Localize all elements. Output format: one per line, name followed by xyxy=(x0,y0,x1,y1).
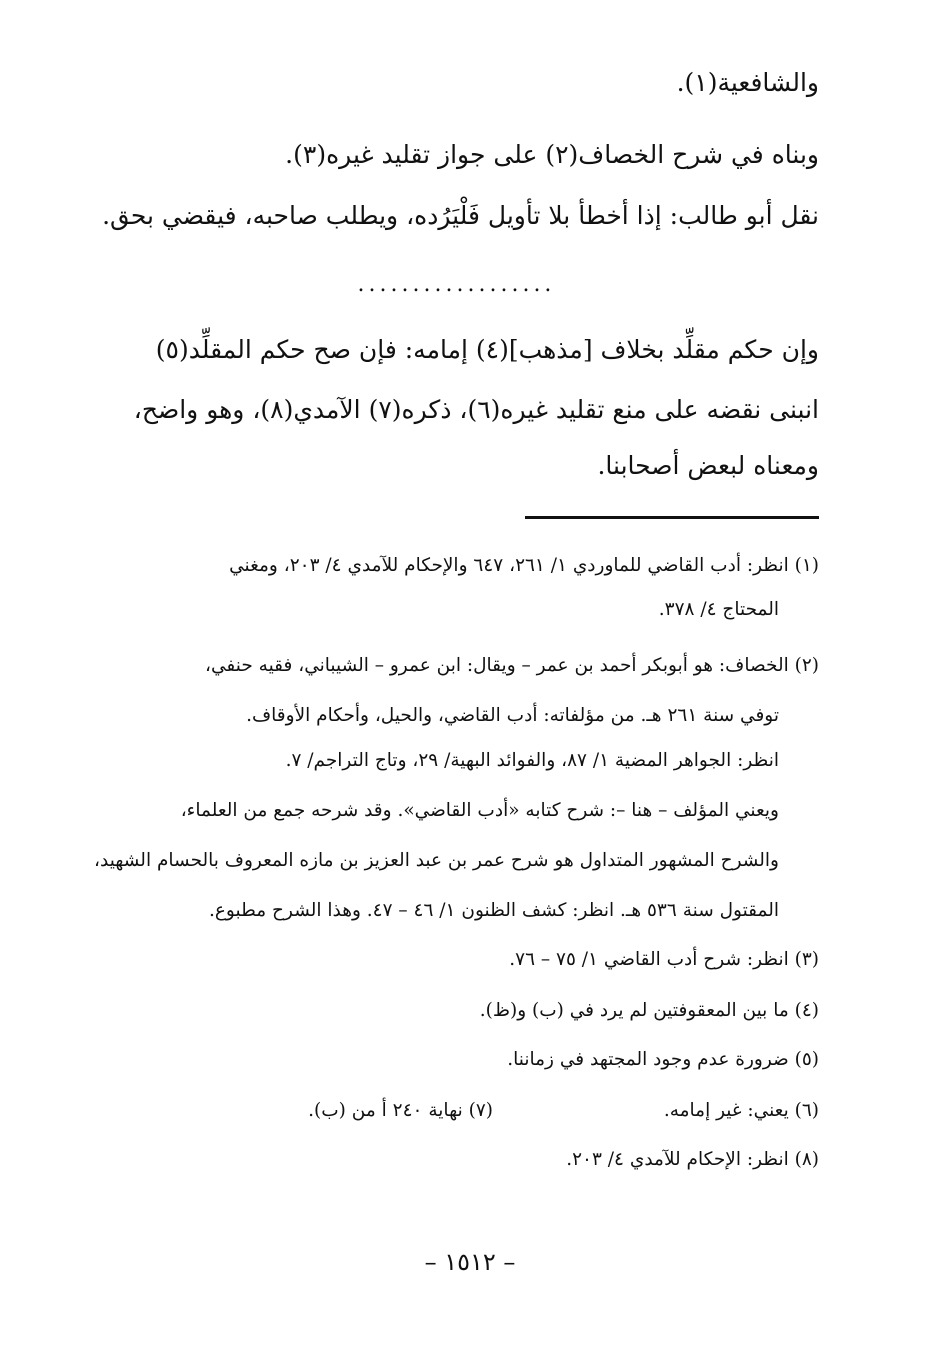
footnote-8: (٨) انظر: الإحكام للآمدي ٤/ ٢٠٣. xyxy=(566,1149,819,1170)
footnote-rule xyxy=(525,516,819,519)
body-line-5: انبنى نقضه على منع تقليد غيره(٦)، ذكره(٧) الآمدي(٨)، وهو واضح، xyxy=(133,395,819,424)
footnote-4: (٤) ما بين المعقوفتين لم يرد في (ب) و(ظ). xyxy=(479,1000,819,1021)
footnote-2-line-2: توفي سنة ٢٦١ هـ. من مؤلفاته: أدب القاضي، والحيل، وأحكام الأوقاف. xyxy=(246,705,779,726)
body-line-3: نقل أبو طالب: إذا أخطأ بلا تأويل فَلْيَرُده، ويطلب صاحبه، فيقضي بحق. xyxy=(102,201,819,230)
footnote-5: (٥) ضرورة عدم وجود المجتهد في زماننا. xyxy=(507,1049,819,1070)
body-line-1: والشافعية(١). xyxy=(676,68,819,97)
body-line-6: ومعناه لبعض أصحابنا. xyxy=(597,451,819,480)
footnote-2-line-6: المقتول سنة ٥٣٦ هـ. انظر: كشف الظنون ١/ ٤٦ – ٤٧. وهذا الشرح مطبوع. xyxy=(209,900,779,921)
footnote-2-line-3: انظر: الجواهر المضية ١/ ٨٧، والفوائد البهية/ ٢٩، وتاج التراجم/ ٧. xyxy=(285,750,779,771)
footnote-6: (٦) يعني: غير إمامه. xyxy=(663,1100,819,1121)
body-line-2: وبناه في شرح الخصاف(٢) على جواز تقليد غيره(٣). xyxy=(285,140,819,169)
footnote-1-line-1: (١) انظر: أدب القاضي للماوردي ١/ ٢٦١، ٦٤٧ والإحكام للآمدي ٤/ ٢٠٣، ومغني xyxy=(229,555,819,576)
footnote-2-line-4: ويعني المؤلف – هنا –: شرح كتابه «أدب القاضي». وقد شرحه جمع من العلماء، xyxy=(180,800,779,821)
page-number: – ١٥١٢ – xyxy=(424,1248,516,1276)
footnote-2-line-1: (٢) الخصاف: هو أبوبكر أحمد بن عمر – ويقال: ابن عمرو – الشيباني، فقيه حنفي، xyxy=(205,655,819,676)
footnote-1-line-2: المحتاج ٤/ ٣٧٨. xyxy=(658,599,779,620)
footnote-7: (٧) نهاية ٢٤٠ أ من (ب). xyxy=(308,1100,493,1121)
footnote-2-line-5: والشرح المشهور المتداول هو شرح عمر بن عبد العزيز بن مازه المعروف بالحسام الشهيد، xyxy=(94,850,779,871)
footnote-3: (٣) انظر: شرح أدب القاضي ١/ ٧٥ – ٧٦. xyxy=(509,949,819,970)
section-separator: .................. xyxy=(357,272,556,297)
body-line-4: وإن حكم مقلِّد بخلاف [مذهب](٤) إمامه: فإن صح حكم المقلِّد(٥) xyxy=(155,335,819,364)
